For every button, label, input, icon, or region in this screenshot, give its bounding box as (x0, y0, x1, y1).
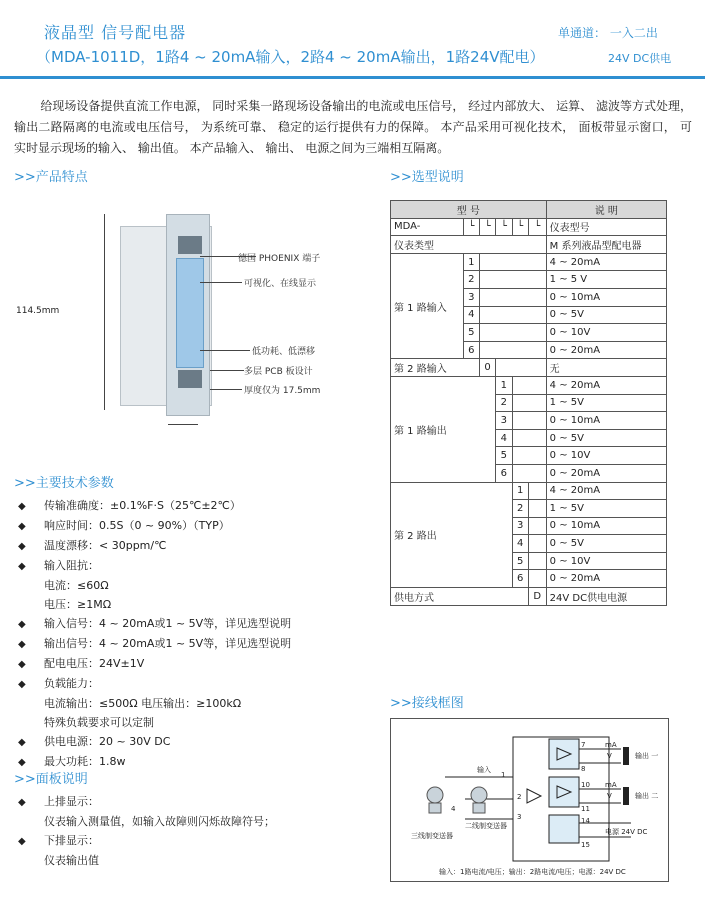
model-slot-cell: └ (528, 218, 546, 236)
callout-pcb: 多层 PCB 板设计 (244, 367, 313, 377)
code-cell: 4 (496, 429, 512, 447)
list-item-text: 响应时间：0.5S（0 ~ 90%）（TYP） (44, 519, 230, 532)
section-selection: >>选型说明 (390, 170, 464, 185)
list-item (18, 694, 358, 713)
list-item-text: 上排显示： (44, 795, 99, 808)
list-item-text: 输出信号：4 ~ 20mA或1 ~ 5V等，详见选型说明 (44, 637, 292, 650)
height-dimension-line (104, 214, 105, 410)
desc-cell: 4 ~ 20mA (546, 253, 666, 271)
desc-cell: 无 (546, 359, 666, 377)
bullet-diamond-icon: ◆ (18, 521, 26, 532)
spacer-cell (512, 412, 546, 430)
group-label-cell: 第 1 路输出 (391, 376, 496, 482)
spacer-cell (528, 517, 546, 535)
wire-pin: 1 (501, 771, 506, 779)
callout-line (210, 370, 244, 371)
code-cell: 5 (496, 447, 512, 465)
model-slot-cell: └ (512, 218, 528, 236)
bullet-diamond-icon: ◆ (18, 737, 26, 748)
list-item-text: 传输准确度：±0.1%F·S（25℃±2℃） (44, 499, 241, 512)
wiring-diagram (390, 718, 669, 882)
list-item-text: 供电电源：20 ~ 30V DC (44, 735, 171, 748)
code-cell: 6 (496, 464, 512, 482)
section-panel: >>面板说明 (14, 772, 88, 787)
desc-cell: 0 ~ 10mA (546, 412, 666, 430)
callout-line (200, 350, 250, 351)
wire-v-label-2: V (607, 792, 612, 800)
device-display-panel (176, 258, 204, 368)
spacer-cell (512, 376, 546, 394)
spacer-cell (528, 535, 546, 553)
group-label-cell: 供电方式 (391, 588, 529, 606)
list-item (18, 752, 358, 772)
model-desc-cell: 仪表型号 (546, 218, 666, 236)
wire-power-label: 电源 24V DC (605, 828, 648, 836)
wire-out1-label: 输出 一 (635, 752, 659, 760)
list-item (18, 595, 358, 614)
code-cell: 5 (463, 324, 479, 342)
desc-cell: 24V DC供电电源 (546, 588, 666, 606)
bullet-diamond-icon: ◆ (18, 757, 26, 768)
model-slot-cell: └ (479, 218, 495, 236)
bullet-diamond-icon: ◆ (18, 501, 26, 512)
table-row (391, 253, 667, 271)
code-cell: 0 (479, 359, 495, 377)
table-header-row (391, 201, 667, 219)
list-item (18, 732, 358, 752)
list-item (18, 516, 358, 536)
device-bottom-terminal (178, 370, 202, 388)
desc-cell: 1 ~ 5V (546, 500, 666, 518)
list-item-text: 温度漂移：< 30ppm/℃ (44, 539, 167, 552)
spacer-cell (528, 482, 546, 500)
group-label-cell: 第 2 路出 (391, 482, 513, 588)
desc-cell: 1 ~ 5 V (546, 271, 666, 289)
desc-cell: 0 ~ 20mA (546, 464, 666, 482)
wire-pin: 15 (581, 841, 590, 849)
bullet-diamond-icon: ◆ (18, 619, 26, 630)
type-label-cell: 仪表类型 (391, 236, 547, 254)
table-row (391, 218, 667, 236)
type-desc-cell: M 系列液晶型配电器 (546, 236, 666, 254)
table-row (391, 359, 667, 377)
list-item-text: 电流输出：≤500Ω 电压输出：≥100kΩ (44, 697, 242, 710)
desc-cell: 4 ~ 20mA (546, 376, 666, 394)
code-cell: D (528, 588, 546, 606)
desc-cell: 0 ~ 20mA (546, 341, 666, 359)
list-item-text: 输入信号：4 ~ 20mA或1 ~ 5V等，详见选型说明 (44, 617, 292, 630)
page-title: 液晶型 信号配电器 (44, 23, 187, 42)
list-item (18, 831, 358, 851)
wire-two-wire-label: 二线制变送器 (465, 822, 507, 830)
desc-cell: 0 ~ 5V (546, 535, 666, 553)
spacer-cell (528, 570, 546, 588)
wire-ma-label-2: mA (605, 781, 617, 789)
spacer-cell (479, 306, 546, 324)
table-row (391, 236, 667, 254)
wiring-svg (391, 719, 668, 881)
desc-cell: 0 ~ 20mA (546, 570, 666, 588)
code-cell: 1 (496, 376, 512, 394)
list-item-text: 输入阻抗： (44, 559, 99, 572)
group-label-cell: 第 1 路输入 (391, 253, 464, 359)
bullet-diamond-icon: ◆ (18, 541, 26, 552)
model-slot-cell: └ (463, 218, 479, 236)
bullet-diamond-icon: ◆ (18, 639, 26, 650)
code-cell: 3 (463, 288, 479, 306)
list-item (18, 634, 358, 654)
code-cell: 1 (463, 253, 479, 271)
spacer-cell (512, 394, 546, 412)
spacer-cell (512, 447, 546, 465)
list-item-text: 特殊负载要求可以定制 (44, 716, 154, 729)
spacer-cell (496, 359, 546, 377)
desc-cell: 0 ~ 10mA (546, 288, 666, 306)
code-cell: 6 (463, 341, 479, 359)
desc-cell: 4 ~ 20mA (546, 482, 666, 500)
spacer-cell (512, 464, 546, 482)
height-label: 114.5mm (16, 306, 60, 316)
tech-spec-list (18, 496, 358, 772)
wire-three-wire-label: 三线制变送器 (411, 832, 453, 840)
bullet-diamond-icon: ◆ (18, 659, 26, 670)
spacer-cell (479, 288, 546, 306)
spacer-cell (479, 341, 546, 359)
bullet-diamond-icon: ◆ (18, 836, 26, 847)
intro-paragraph: 给现场设备提供直流工作电源， 同时采集一路现场设备输出的电流或电压信号， 经过内部放大、 运算、 滤波等方式处理， 输出二路隔离的电流或电压信号， 为系统可靠、 稳定的运行提供有力的保障。 本产品采用可视化技术， 面板带显示窗口， 可实时显示现场的输入、 输出值。 本产品输入、 输出、 电源之间为三端相互隔离。 (14, 99, 692, 155)
desc-cell: 0 ~ 10V (546, 552, 666, 570)
header-model: 型 号 (391, 201, 547, 219)
wire-pin: 2 (517, 793, 522, 801)
code-cell: 5 (512, 552, 528, 570)
wire-v-label-1: V (607, 752, 612, 760)
list-item (18, 556, 358, 576)
code-cell: 4 (512, 535, 528, 553)
list-item (18, 674, 358, 694)
code-cell: 6 (512, 570, 528, 588)
list-item (18, 576, 358, 595)
list-item-text: 仪表输出值 (44, 854, 99, 867)
list-item (18, 496, 358, 516)
code-cell: 2 (463, 271, 479, 289)
code-cell: 2 (496, 394, 512, 412)
desc-cell: 0 ~ 10mA (546, 517, 666, 535)
header-desc: 说 明 (546, 201, 666, 219)
table-row (391, 588, 667, 606)
desc-cell: 1 ~ 5V (546, 394, 666, 412)
section-wiring: >>接线框图 (390, 696, 464, 711)
list-item (18, 713, 358, 732)
spacer-cell (479, 324, 546, 342)
desc-cell: 0 ~ 10V (546, 324, 666, 342)
code-cell: 3 (512, 517, 528, 535)
wire-pin: 4 (451, 805, 456, 813)
spacer-cell (479, 253, 546, 271)
desc-cell: 0 ~ 10V (546, 447, 666, 465)
spacer-cell (479, 271, 546, 289)
wire-pin: 7 (581, 741, 586, 749)
desc-cell: 0 ~ 5V (546, 429, 666, 447)
spacer-cell (512, 429, 546, 447)
list-item (18, 812, 358, 831)
page-subtitle: （MDA-1011D，1路4 ~ 20mA输入，2路4 ~ 20mA输出，1路24V配电） (36, 48, 545, 66)
list-item (18, 851, 358, 870)
header-divider (0, 76, 705, 79)
list-item-text: 负载能力： (44, 677, 99, 690)
callout-display: 可视化、在线显示 (244, 279, 317, 289)
width-dimension-line (168, 424, 198, 425)
wire-pin: 8 (581, 765, 586, 773)
list-item-text: 下排显示： (44, 834, 99, 847)
section-features: >>产品特点 (14, 170, 88, 185)
bullet-diamond-icon: ◆ (18, 679, 26, 690)
bullet-diamond-icon: ◆ (18, 797, 26, 808)
panel-description-list (18, 792, 358, 870)
list-item-text: 电压：≥1MΩ (44, 598, 112, 611)
bullet-diamond-icon: ◆ (18, 561, 26, 572)
list-item-text: 最大功耗：1.8w (44, 755, 126, 768)
spacer-cell (528, 552, 546, 570)
list-item (18, 792, 358, 812)
wire-out2-label: 输出 二 (635, 792, 659, 800)
callout-line (210, 389, 242, 390)
device-top-terminal (178, 236, 202, 254)
list-item-text: 配电电压：24V±1V (44, 657, 145, 670)
list-item (18, 614, 358, 634)
list-item-text: 电流：≤60Ω (44, 579, 109, 592)
code-cell: 4 (463, 306, 479, 324)
code-cell: 2 (512, 500, 528, 518)
table-row (391, 482, 667, 500)
supply-info: 24V DC供电 (608, 52, 672, 65)
callout-thickness: 厚度仅为 17.5mm (244, 386, 321, 396)
list-item (18, 654, 358, 674)
spacer-cell (528, 500, 546, 518)
wire-pin: 11 (581, 805, 590, 813)
channel-info: 单通道： 一入二出 (558, 26, 658, 40)
wire-ma-label-1: mA (605, 741, 617, 749)
wire-input-label: 输入 (477, 766, 491, 774)
code-cell: 1 (512, 482, 528, 500)
group-label-cell: 第 2 路输入 (391, 359, 480, 377)
code-cell: 3 (496, 412, 512, 430)
model-prefix-cell: MDA- (391, 218, 464, 236)
callout-terminal: 德国 PHOENIX 端子 (238, 254, 321, 264)
callout-line (200, 282, 242, 283)
wire-footer: 输入：1路电流/电压；输出：2路电流/电压；电源：24V DC (439, 868, 626, 876)
wire-pin: 3 (517, 813, 522, 821)
table-row (391, 376, 667, 394)
wire-pin: 14 (581, 817, 590, 825)
wire-pin: 10 (581, 781, 590, 789)
model-slot-cell: └ (496, 218, 512, 236)
desc-cell: 0 ~ 5V (546, 306, 666, 324)
list-item-text: 仪表输入测量值，如输入故障则闪烁故障符号； (44, 815, 275, 828)
callout-power: 低功耗、低漂移 (252, 347, 316, 357)
selection-table (390, 200, 667, 606)
section-tech: >>主要技术参数 (14, 476, 114, 491)
list-item (18, 536, 358, 556)
